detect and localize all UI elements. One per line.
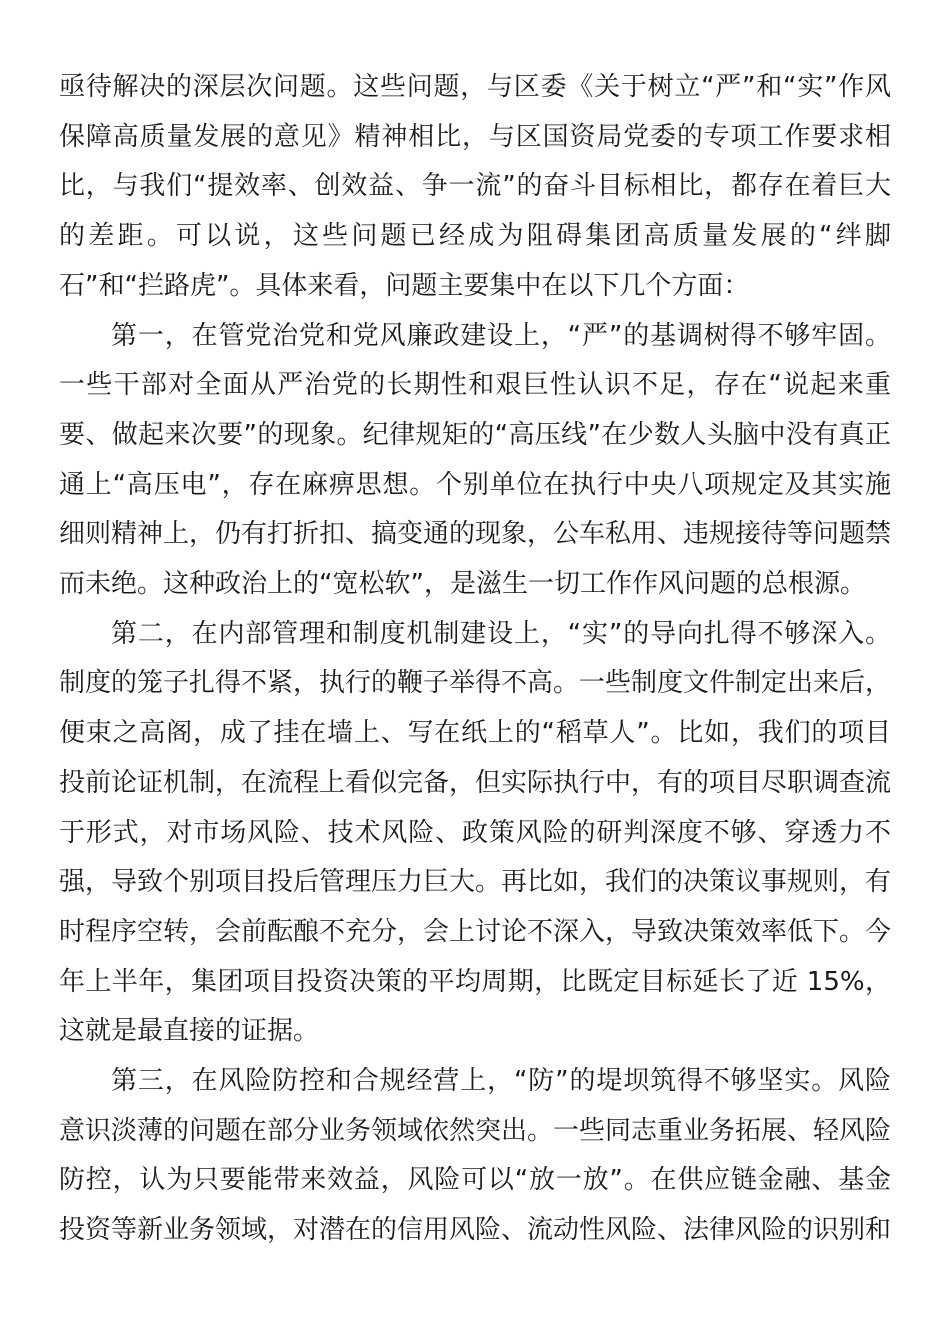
document-body (59, 63, 891, 1256)
paragraph-continuation: 亟待解决的深层次问题。这些问题，与区委《关于树立“严”和“实”作风保障高质量发展的意见》精神相比，与区国资局党委的专项工作要求相比，与我们“提效率、创效益、争一流”的奋斗目标相比，都存在着巨大的差距。可以说，这些问题已经成为阻碍集团高质量发展的“绊脚石”和“拦路虎”。具体来看，问题主要集中在以下几个方面： (59, 72, 891, 301)
paragraph-second-point: 第二，在内部管理和制度机制建设上，“实”的导向扎得不够深入。制度的笼子扎得不紧，执行的鞭子举得不高。一些制度文件制定出来后，便束之高阁，成了挂在墙上、写在纸上的“稻草人”。比如，我们的项目投前论证机制，在流程上看似完备，但实际执行中，有的项目尽职调查流于形式，对市场风险、技术风险、政策风险的研判深度不够、穿透力不强，导致个别项目投后管理压力巨大。再比如，我们的决策议事规则，有时程序空转，会前酝酿不充分，会上讨论不深入，导致决策效率低下。今年上半年，集团项目投资决策的平均周期，比既定目标延长了近 15%，这就是最直接的证据。 (59, 618, 892, 1047)
paragraph-first-point: 第一，在管党治党和党风廉政建设上，“严”的基调树得不够牢固。一些干部对全面从严治党的长期性和艰巨性认识不足，存在“说起来重要、做起来次要”的现象。纪律规矩的“高压线”在少数人头脑中没有真正通上“高压电”，存在麻痹思想。个别单位在执行中央八项规定及其实施细则精神上，仍有打折扣、搞变通的现象，公车私用、违规接待等问题禁而未绝。这种政治上的“宽松软”，是滋生一切工作作风问题的总根源。 (59, 320, 892, 600)
paragraph-third-point: 第三，在风险防控和合规经营上，“防”的堤坝筑得不够坚实。风险意识淡薄的问题在部分业务领域依然突出。一些同志重业务拓展、轻风险防控，认为只要能带来效益，风险可以“放一放”。在供应链金融、基金投资等新业务领域，对潜在的信用风险、流动性风险、法律风险的识别和 (59, 1066, 892, 1246)
